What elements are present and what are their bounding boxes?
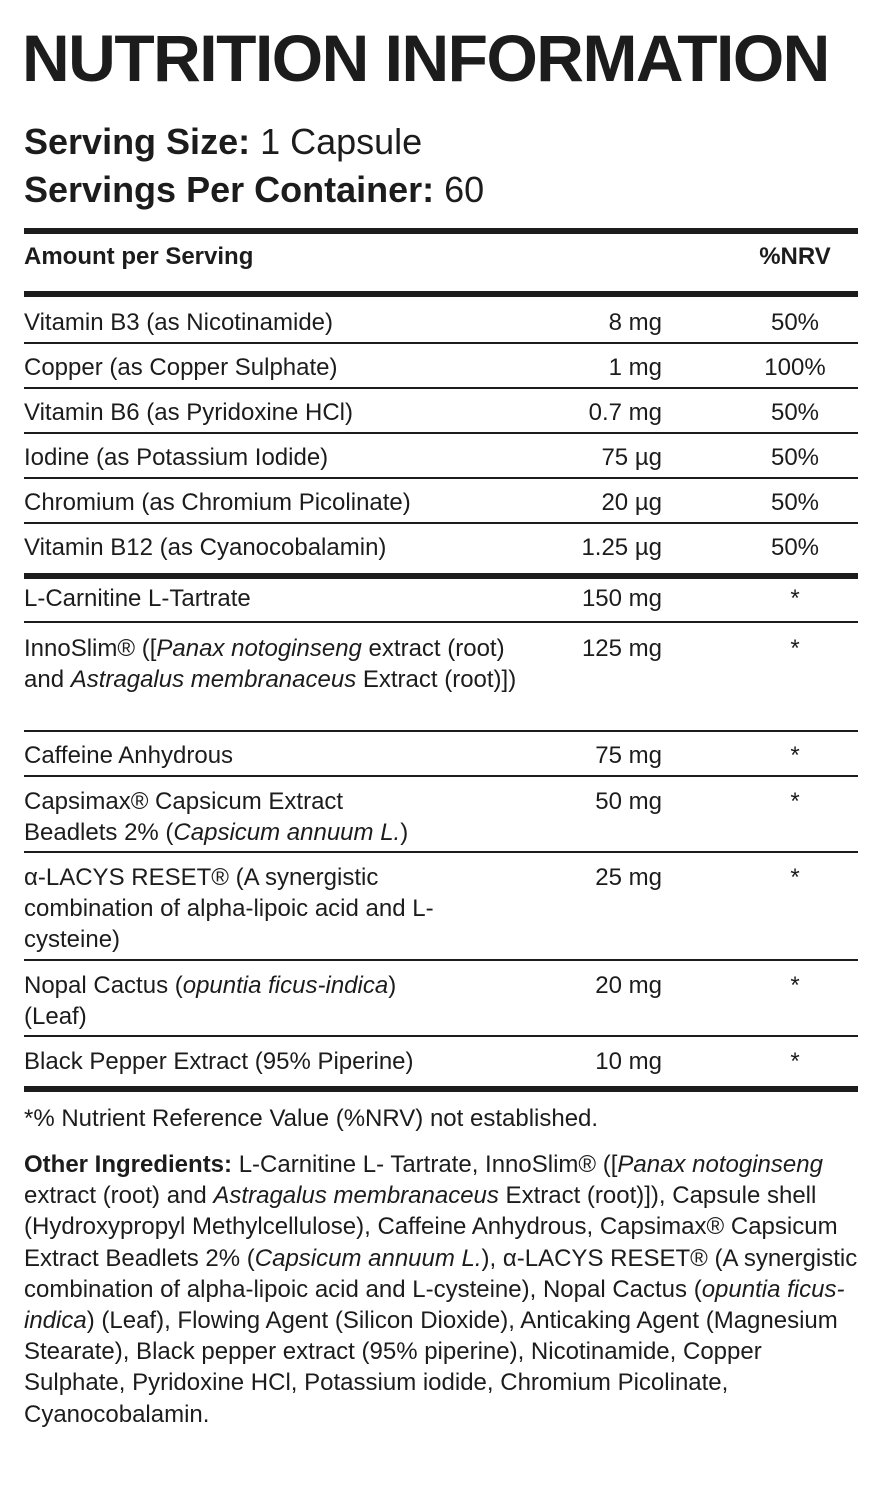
ingredient-name: Vitamin B12 (as Cyanocobalamin): [24, 534, 387, 561]
ingredient-amount: 20 mg: [595, 972, 662, 999]
ingredient-name: α-LACYS RESET® (A synergistic combination of alpha-lipoic acid and L-cysteine): [24, 864, 434, 953]
ingredient-amount: 20 µg: [601, 489, 662, 516]
serving-size-label: Serving Size:: [24, 121, 251, 162]
ingredient-nrv: *: [790, 1048, 800, 1075]
ingredient-amount: 75 mg: [595, 742, 662, 769]
row-divider: [24, 775, 858, 777]
row-divider: [24, 477, 858, 479]
ingredient-name: InnoSlim® ([Panax notoginseng extract (root) and Astragalus membranaceus Extract (root)]): [24, 635, 517, 693]
table-top-rule: [24, 228, 858, 234]
ingredient-nrv: 50%: [770, 444, 820, 471]
header-amount-per-serving: Amount per Serving: [24, 243, 254, 270]
ingredient-name: Black Pepper Extract (95% Piperine): [24, 1048, 414, 1075]
header-nrv: %NRV: [759, 243, 831, 270]
row-divider: [24, 959, 858, 961]
serving-size-value: 1 Capsule: [250, 121, 423, 162]
ingredient-nrv: *: [790, 585, 800, 612]
ingredient-amount: 1.25 µg: [581, 534, 662, 561]
other-ingredients: Other Ingredients: L-Carnitine L- Tartrate, InnoSlim® ([Panax notoginseng extract (root) and Astragalus membranaceus Extract (root)]), Capsule shell (Hydroxypropyl Methylcellulose), Caffeine Anhydrous, Capsimax® Capsicum Extract Beadlets 2% (Capsicum annuum L.), α-LACYS RESET® (A synergistic combination of alpha-lipoic acid and L-cysteine), Nopal Cactus (opuntia ficus-indica) (Leaf), Flowing Agent (Silicon Dioxide), Anticaking Agent (Magnesium Stearate), Black pepper extract (95% piperine), Nicotinamide, Copper Sulphate, Pyridoxine HCl, Potassium iodide, Chromium Picolinate, Cyanocobalamin.: [24, 1151, 858, 1428]
ingredient-nrv: *: [790, 788, 800, 815]
servings-per-container-label: Servings Per Container:: [24, 169, 435, 210]
row-divider: [24, 1035, 858, 1037]
ingredient-amount: 8 mg: [608, 309, 662, 336]
ingredient-name: Copper (as Copper Sulphate): [24, 354, 338, 381]
table-bottom-rule: [24, 1086, 858, 1092]
row-divider: [24, 621, 858, 623]
other-ingredients-label: Other Ingredients:: [24, 1151, 233, 1178]
ingredient-nrv: 50%: [770, 489, 820, 516]
ingredient-name: Caffeine Anhydrous: [24, 742, 234, 769]
ingredient-nrv: *: [790, 635, 800, 662]
ingredient-amount: 1 mg: [608, 354, 662, 381]
ingredient-nrv: *: [790, 742, 800, 769]
ingredient-amount: 25 mg: [595, 864, 662, 891]
ingredient-amount: 150 mg: [581, 585, 662, 612]
ingredient-nrv: 100%: [764, 354, 826, 381]
ingredient-nrv: *: [790, 864, 800, 891]
page-title: NUTRITION INFORMATION: [22, 21, 829, 95]
servings-per-container: [24, 168, 484, 212]
ingredient-amount: 0.7 mg: [588, 399, 662, 426]
ingredient-name: Vitamin B3 (as Nicotinamide): [24, 309, 334, 336]
ingredient-nrv: 50%: [770, 399, 820, 426]
ingredient-amount: 75 µg: [601, 444, 662, 471]
header-bottom-rule: [24, 291, 858, 297]
ingredient-nrv: *: [790, 972, 800, 999]
ingredient-name: L-Carnitine L-Tartrate: [24, 585, 251, 612]
ingredient-nrv: 50%: [770, 534, 820, 561]
row-divider: [24, 342, 858, 344]
row-divider: [24, 387, 858, 389]
ingredient-name: Vitamin B6 (as Pyridoxine HCl): [24, 399, 354, 426]
ingredient-amount: 10 mg: [595, 1048, 662, 1075]
ingredient-amount: 125 mg: [581, 635, 662, 662]
row-divider: [24, 730, 858, 732]
serving-size: [24, 120, 422, 164]
ingredient-name: Iodine (as Potassium Iodide): [24, 444, 329, 471]
row-divider: [24, 851, 858, 853]
ingredient-name: Capsimax® Capsicum Extract Beadlets 2% (Capsicum annuum L.): [24, 788, 409, 846]
row-divider: [24, 522, 858, 524]
servings-per-container-value: 60: [434, 169, 485, 210]
ingredient-nrv: 50%: [770, 309, 820, 336]
ingredient-amount: 50 mg: [595, 788, 662, 815]
nrv-footnote: *% Nutrient Reference Value (%NRV) not established.: [24, 1105, 599, 1132]
section-rule: [24, 573, 858, 579]
row-divider: [24, 432, 858, 434]
ingredient-name: Nopal Cactus (opuntia ficus-indica) (Leaf): [24, 972, 397, 1030]
ingredient-name: Chromium (as Chromium Picolinate): [24, 489, 411, 516]
